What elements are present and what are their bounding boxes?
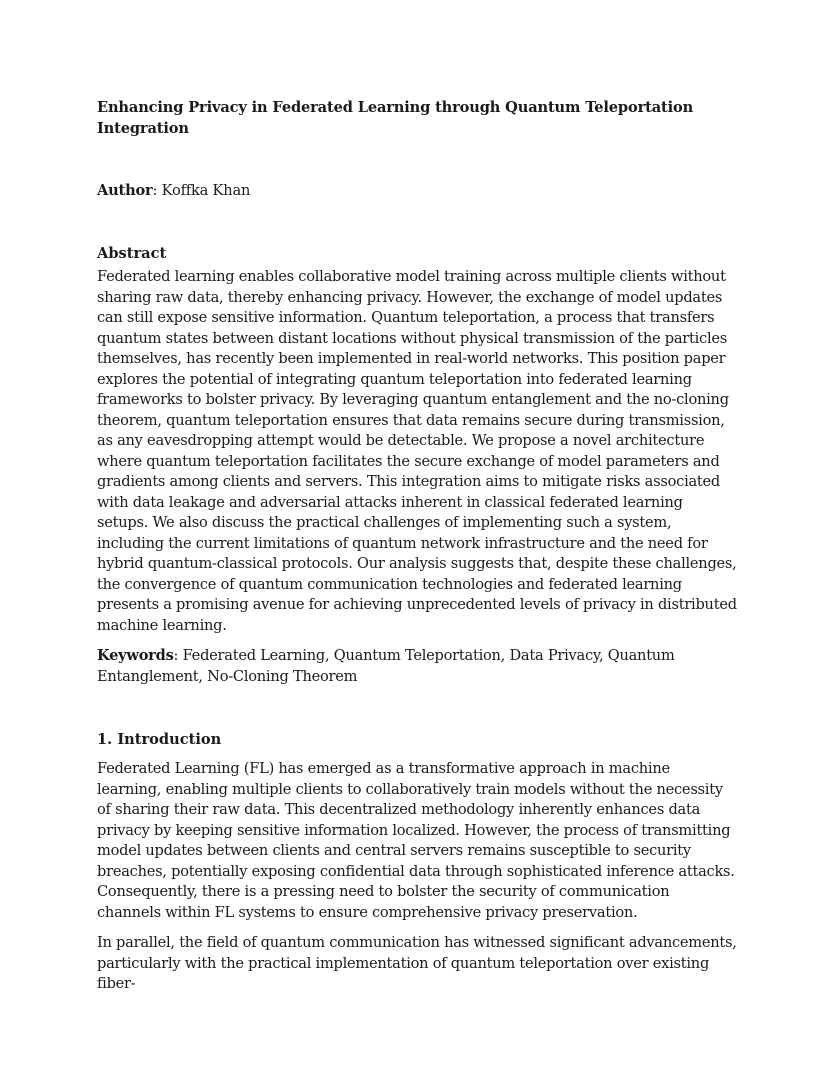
abstract-heading: Abstract [97,245,167,262]
keywords-separator: : [173,647,183,664]
keywords-text: Federated Learning, Quantum Teleportation, Data Privacy, Quantum Entanglement, No-Cloning Theorem [97,647,675,685]
introduction-paragraph: In parallel, the field of quantum communication has witnessed significant advancements, particularly with the practical implementation of quantum teleportation over existing fiber- [97,934,737,992]
author-name: Koffka Khan [161,182,251,199]
author-label: Author [97,182,153,199]
author-line [97,180,737,201]
introduction-paragraph: Federated Learning (FL) has emerged as a transformative approach in machine learning, enabling multiple clients to collaboratively train models without the necessity of sharing their raw data. This decentralized methodology inherently enhances data privacy by keeping sensitive information localized. However, the process of transmitting model updates between clients and central servers remains susceptible to security breaches, potentially exposing confidential data through sophisticated inference attacks. Consequently, there is a pressing need to bolster the security of communication channels within FL systems to ensure comprehensive privacy preservation. [97,760,735,921]
abstract-text: Federated learning enables collaborative model training across multiple clients without sharing raw data, thereby enhancing privacy. However, the exchange of model updates can still expose sensitive information. Quantum teleportation, a process that transfers quantum states between distant locations without physical transmission of the particles themselves, has recently been implemented in real-world networks. This position paper explores the potential of integrating quantum teleportation into federated learning frameworks to bolster privacy. By leveraging quantum entanglement and the no-cloning theorem, quantum teleportation ensures that data remains secure during transmission, as any eavesdropping attempt would be detectable. We propose a novel architecture where quantum teleportation facilitates the secure exchange of model parameters and gradients among clients and servers. This integration aims to mitigate risks associated with data leakage and adversarial attacks inherent in classical federated learning setups. We also discuss the practical challenges of implementing such a system, including the current limitations of quantum network infrastructure and the need for hybrid quantum-classical protocols. Our analysis suggests that, despite these challenges, the convergence of quantum communication technologies and federated learning presents a promising avenue for achieving unprecedented levels of privacy in distributed machine learning. [97,268,737,634]
author-separator: : [152,182,162,199]
page-content [97,97,737,995]
keywords-label: Keywords [97,647,174,664]
section-heading-introduction: 1. Introduction [97,731,222,748]
paper-title: Enhancing Privacy in Federated Learning through Quantum Teleportation Integration [97,99,694,137]
keywords-line [97,646,737,687]
